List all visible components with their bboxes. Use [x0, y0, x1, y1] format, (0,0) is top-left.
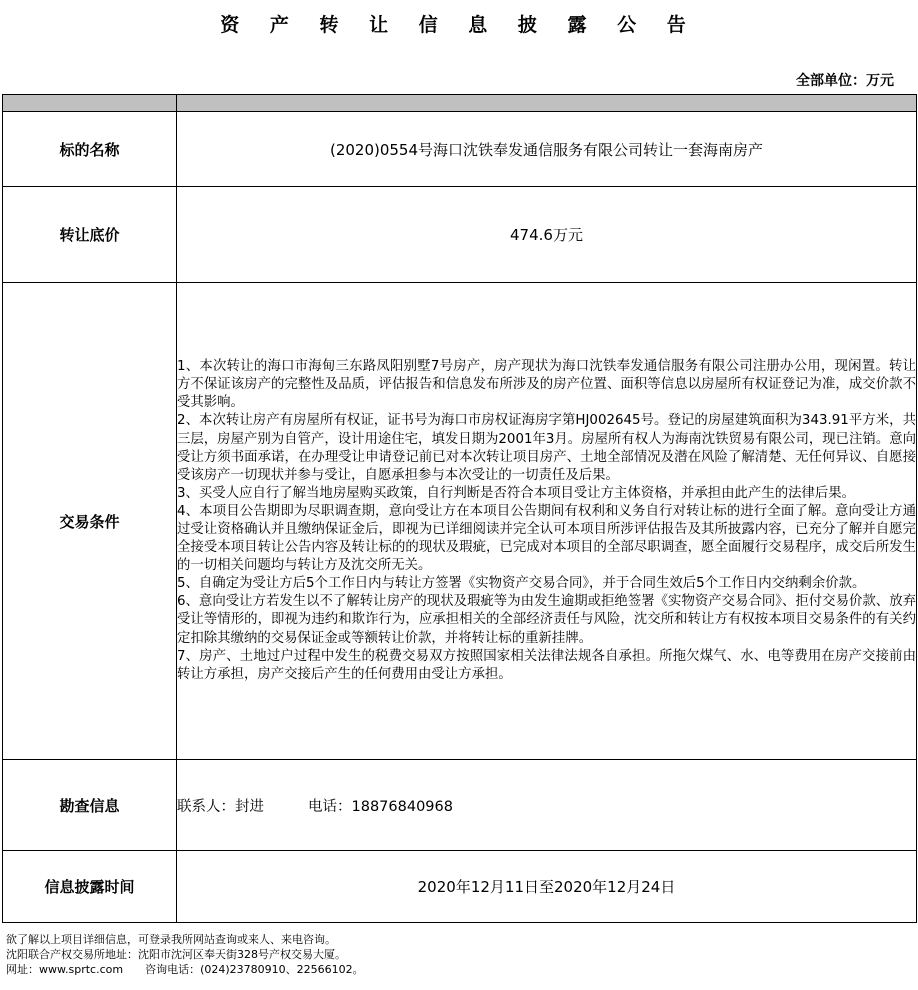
- table-header-row: [3, 95, 917, 112]
- condition-item: 1、本次转让的海口市海甸三东路凤阳别墅7号房产，房产现状为海口沈铁奉发通信服务有限公司注册办公用，现闲置。转让方不保证该房产的完整性及品质，评估报告和信息发布所涉及的房产位置、面积等信息以房屋所有权证登记为准，成交价款不受其影响。: [177, 359, 916, 411]
- condition-item: 6、意向受让方若发生以不了解转让房产的现状及瑕疵等为由发生逾期或拒绝签署《实物资产交易合同》、拒付交易价款、放弃受让等情形的，即视为违约和欺诈行为，应承担相关的全部经济责任与风险，沈交所和转让方有权按本项目交易条件的有关约定扣除其缴纳的交易保证金或等额转让价款，并将转让标的重新挂牌。: [177, 594, 916, 646]
- disclosure-time-value: 2020年12月11日至2020年12月24日: [177, 851, 917, 923]
- reserve-price-value: 474.6万元: [177, 187, 917, 283]
- survey-info-label: 勘查信息: [3, 760, 177, 851]
- row-disclosure-time: [3, 851, 917, 923]
- row-trade-conditions: [3, 283, 917, 760]
- row-survey-info: [3, 760, 917, 851]
- disclosure-table: [2, 94, 917, 923]
- footer-line-contact: [6, 962, 364, 977]
- trade-conditions-label: 交易条件: [3, 283, 177, 760]
- subject-name-value: (2020)0554号海口沈铁奉发通信服务有限公司转让一套海南房产: [177, 112, 917, 187]
- row-reserve-price: [3, 187, 917, 283]
- footer-hotline: 咨询电话：(024)23780910、22566102。: [145, 963, 364, 976]
- trade-conditions-content: [177, 283, 917, 760]
- reserve-price-label: 转让底价: [3, 187, 177, 283]
- page-title: 资 产 转 让 信 息 披 露 公 告: [220, 14, 698, 36]
- subject-name-label: 标的名称: [3, 112, 177, 187]
- header-cell-left: [3, 95, 177, 112]
- footer-notes: [6, 932, 364, 977]
- contact-phone: 电话：18876840968: [308, 798, 453, 815]
- row-subject-name: [3, 112, 917, 187]
- disclosure-time-label: 信息披露时间: [3, 851, 177, 923]
- footer-line-address: 沈阳联合产权交易所地址：沈阳市沈河区奉天街328号产权交易大厦。: [6, 948, 346, 961]
- footer-line-inquiry: 欲了解以上项目详细信息，可登录我所网站查询或来人、来电咨询。: [6, 933, 336, 946]
- footer-website: 网址：www.sprtc.com: [6, 963, 124, 976]
- contact-person: 联系人：封进: [177, 798, 264, 815]
- survey-info-content: [177, 760, 917, 851]
- condition-item: 2、本次转让房产有房屋所有权证，证书号为海口市房权证海房字第HJ002645号。登记的房屋建筑面积为343.91平方米，共三层，房屋产别为自管产，设计用途住宅，填发日期为2001年3月。房屋所有权人为海南沈铁贸易有限公司，现已注销。意向受让方须书面承诺，在办理受让申请登记前已对本次转让项目房产、土地全部情况及潜在风险了解清楚、无任何异议、自愿接受该房产一切现状并参与受让，自愿承担参与本次受让的一切责任及后果。: [177, 413, 916, 483]
- condition-item: 5、自确定为受让方后5个工作日内与转让方签署《实物资产交易合同》，并于合同生效后5个工作日内交纳剩余价款。: [177, 576, 866, 592]
- header-cell-right: [177, 95, 917, 112]
- unit-note: 全部单位：万元: [796, 73, 894, 89]
- condition-item: 3、买受人应自行了解当地房屋购买政策，自行判断是否符合本项目受让方主体资格，并承担由此产生的法律后果。: [177, 485, 856, 501]
- condition-item: 4、本项目公告期即为尽职调查期，意向受让方在本项目公告期间有权利和义务自行对转让标的进行全面了解。意向受让方通过受让资格确认并且缴纳保证金后，即视为已详细阅读并完全认可本项目所涉评估报告及其所披露内容，已充分了解并自愿完全接受本项目转让公告内容及转让标的的现状及瑕疵，已完成对本项目的全部尽职调查，愿全面履行交易程序，成交后所发生的一切相关问题均与转让方及沈交所无关。: [177, 503, 916, 574]
- condition-item: 7、房产、土地过户过程中发生的税费交易双方按照国家相关法律法规各自承担。所拖欠煤气、水、电等费用在房产交接前由转让方承担，房产交接后产生的任何费用由受让方承担。: [177, 648, 916, 682]
